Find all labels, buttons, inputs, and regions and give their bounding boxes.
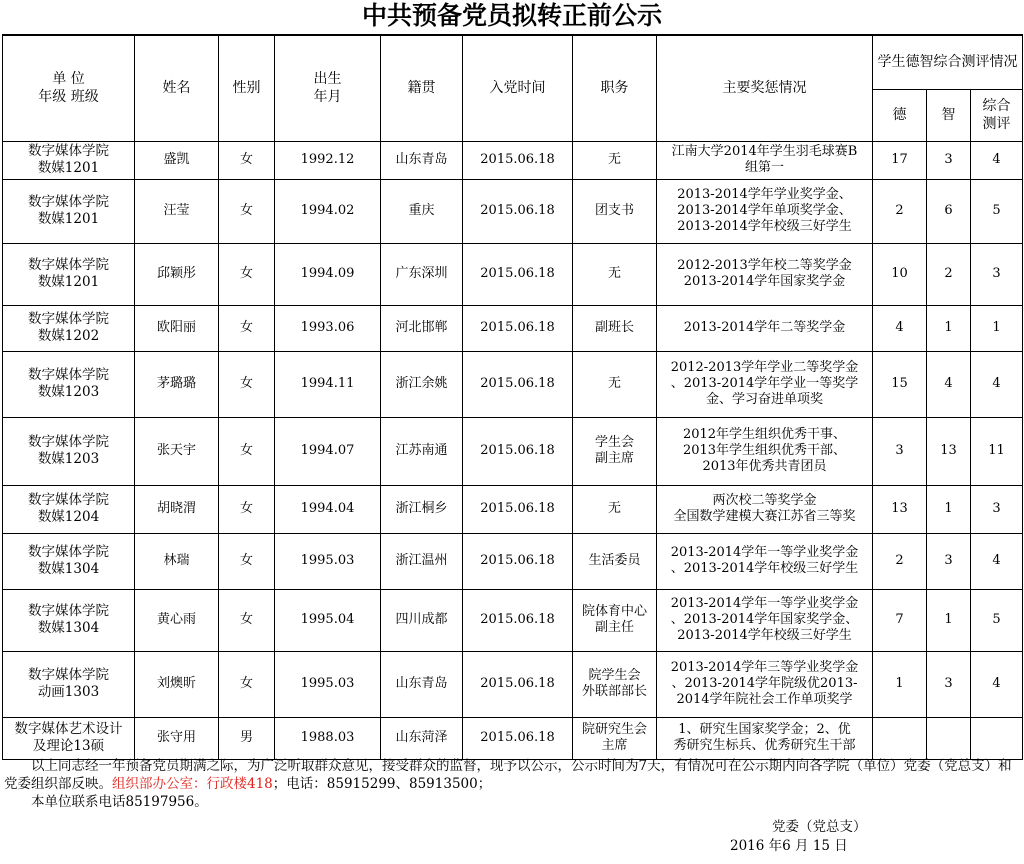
position-line: 无 [607, 501, 621, 516]
cell-join-date: 2015.06.18 [463, 305, 573, 351]
cell-birth: 1994.09 [275, 243, 381, 305]
cell-gender: 男 [219, 717, 275, 759]
cell-eval-de: 4 [873, 305, 927, 351]
header-position: 职务 [573, 35, 657, 141]
award-line: 金、学习奋进单项奖 [705, 392, 823, 407]
cell-awards [657, 179, 873, 243]
unit-college: 数字媒体学院 [28, 492, 109, 508]
cell-name: 汪莹 [135, 179, 219, 243]
position-line: 院学生会 [588, 668, 641, 683]
table-row [3, 305, 1023, 351]
cell-gender: 女 [219, 179, 275, 243]
award-line: 2013-2014学年一等学业奖学金 [670, 545, 859, 560]
cell-position [573, 305, 657, 351]
cell-eval-total [971, 717, 1023, 759]
unit-class: 数媒1201 [37, 211, 100, 227]
header-unit [3, 35, 135, 141]
cell-awards [657, 717, 873, 759]
unit-class: 数媒1203 [37, 451, 100, 467]
table-row [3, 651, 1023, 717]
cell-eval-de: 2 [873, 533, 927, 589]
header-join-date: 入党时间 [463, 35, 573, 141]
cell-eval-zhi: 13 [927, 417, 971, 485]
table-row [3, 485, 1023, 533]
award-line: 2013年学生组织优秀干部、 [682, 443, 847, 458]
cell-unit [3, 417, 135, 485]
table-row [3, 533, 1023, 589]
notice-paragraph [4, 757, 1022, 793]
table-row [3, 179, 1023, 243]
cell-native: 山东青岛 [381, 651, 463, 717]
cell-awards [657, 589, 873, 651]
unit-class: 数媒1304 [37, 561, 100, 577]
header-eval-de: 德 [873, 89, 927, 141]
cell-eval-de: 10 [873, 243, 927, 305]
header-eval-zhi: 智 [927, 89, 971, 141]
cell-position [573, 717, 657, 759]
unit-college: 数字媒体学院 [28, 194, 109, 210]
award-line: 2013-2014学年学业奖学金、 [677, 187, 852, 202]
award-line: 全国数学建模大赛江苏省三等奖 [673, 509, 856, 524]
cell-eval-de: 13 [873, 485, 927, 533]
position-line: 院研究生会 [581, 722, 647, 737]
cell-eval-zhi [927, 717, 971, 759]
cell-eval-zhi: 3 [927, 533, 971, 589]
cell-position [573, 589, 657, 651]
header-birth-line1: 出生 [313, 71, 342, 88]
sign-date: 2016 年6 月 15 日 [730, 838, 848, 854]
cell-unit [3, 243, 135, 305]
cell-birth: 1993.06 [275, 305, 381, 351]
cell-name: 茅璐璐 [135, 351, 219, 417]
cell-unit [3, 533, 135, 589]
cell-gender: 女 [219, 243, 275, 305]
cell-birth: 1988.03 [275, 717, 381, 759]
cell-eval-total: 4 [971, 351, 1023, 417]
header-gender: 性别 [219, 35, 275, 141]
cell-join-date: 2015.06.18 [463, 243, 573, 305]
header-awards: 主要奖惩情况 [657, 35, 873, 141]
cell-eval-total: 4 [971, 141, 1023, 179]
table-row [3, 351, 1023, 417]
position-line: 院体育中心 [581, 604, 647, 619]
cell-birth: 1995.03 [275, 651, 381, 717]
award-line: 、2013-2014学年学业一等奖学 [670, 376, 859, 391]
award-line: 、2013-2014学年国家奖学金、 [670, 612, 859, 627]
cell-eval-zhi: 1 [927, 485, 971, 533]
award-line: 2013年优秀共青团员 [702, 459, 827, 474]
cell-gender: 女 [219, 417, 275, 485]
cell-eval-de: 15 [873, 351, 927, 417]
cell-eval-zhi: 2 [927, 243, 971, 305]
cell-awards [657, 533, 873, 589]
award-line: 2012-2013学年校二等奖学金 [677, 258, 852, 273]
cell-position [573, 351, 657, 417]
cell-eval-zhi: 6 [927, 179, 971, 243]
position-line: 学生会 [594, 435, 634, 450]
cell-awards [657, 243, 873, 305]
cell-gender: 女 [219, 485, 275, 533]
cell-join-date: 2015.06.18 [463, 179, 573, 243]
cell-eval-de [873, 717, 927, 759]
unit-college: 数字媒体学院 [28, 257, 109, 273]
cell-native: 山东菏泽 [381, 717, 463, 759]
header-birth-line2: 年月 [313, 89, 342, 106]
unit-college: 数字媒体学院 [28, 544, 109, 560]
cell-position [573, 141, 657, 179]
cell-join-date: 2015.06.18 [463, 651, 573, 717]
position-line: 副主席 [594, 451, 634, 466]
cell-gender: 女 [219, 351, 275, 417]
page-title: 中共预备党员拟转正前公示 [361, 1, 662, 30]
cell-eval-total: 4 [971, 651, 1023, 717]
cell-gender: 女 [219, 533, 275, 589]
table-row [3, 417, 1023, 485]
cell-name: 刘燠昕 [135, 651, 219, 717]
award-line: 2013-2014学年单项奖学金、 [677, 203, 852, 218]
cell-eval-total: 4 [971, 533, 1023, 589]
cell-gender: 女 [219, 651, 275, 717]
award-line: 2012-2013学年学业二等奖学金 [670, 360, 859, 375]
office-phones: ；电话：85915299、85913500； [272, 776, 492, 792]
position-line: 无 [607, 266, 621, 281]
cell-eval-total: 1 [971, 305, 1023, 351]
cell-native: 浙江桐乡 [381, 485, 463, 533]
cell-native: 广东深圳 [381, 243, 463, 305]
position-line: 外联部部长 [581, 684, 647, 699]
table-row [3, 589, 1023, 651]
table-row [3, 243, 1023, 305]
award-line: 2013-2014学年三等学业奖学金 [670, 660, 859, 675]
award-line: 2013-2014学年二等奖学金 [683, 320, 846, 335]
award-line: 组第一 [744, 160, 784, 175]
header-eval-group [873, 35, 1023, 89]
header-eval-group-text: 学生德智综合测评情况 [877, 54, 1018, 71]
cell-join-date: 2015.06.18 [463, 717, 573, 759]
award-line: 2012年学生组织优秀干事、 [682, 427, 847, 442]
cell-awards [657, 485, 873, 533]
cell-eval-total: 5 [971, 179, 1023, 243]
cell-awards [657, 351, 873, 417]
cell-native: 四川成都 [381, 589, 463, 651]
sign-organization: 党委（党总支） [772, 819, 867, 835]
cell-awards [657, 141, 873, 179]
table-body [3, 141, 1023, 759]
cell-name: 胡晓渭 [135, 485, 219, 533]
cell-join-date: 2015.06.18 [463, 485, 573, 533]
table-row [3, 717, 1023, 759]
position-line: 生活委员 [588, 553, 641, 568]
cell-unit [3, 717, 135, 759]
cell-name: 黄心雨 [135, 589, 219, 651]
cell-unit [3, 651, 135, 717]
cell-eval-total: 5 [971, 589, 1023, 651]
header-unit-line2: 年级 班级 [38, 89, 99, 106]
unit-college: 数字媒体学院 [28, 311, 109, 327]
position-line: 无 [607, 152, 621, 167]
award-line: 2013-2014学年一等学业奖学金 [670, 596, 859, 611]
cell-gender: 女 [219, 141, 275, 179]
position-line: 副主任 [594, 620, 634, 635]
cell-eval-total: 3 [971, 243, 1023, 305]
cell-unit [3, 141, 135, 179]
cell-native: 浙江余姚 [381, 351, 463, 417]
unit-college: 数字媒体学院 [28, 367, 109, 383]
cell-birth: 1994.11 [275, 351, 381, 417]
unit-class: 数媒1204 [37, 509, 100, 525]
cell-native: 浙江温州 [381, 533, 463, 589]
footer-notice [4, 757, 1022, 811]
cell-birth: 1995.04 [275, 589, 381, 651]
cell-eval-zhi: 3 [927, 651, 971, 717]
cell-unit [3, 351, 135, 417]
cell-position [573, 179, 657, 243]
cell-eval-de: 3 [873, 417, 927, 485]
unit-class: 数媒1203 [37, 384, 100, 400]
cell-awards [657, 305, 873, 351]
cell-eval-zhi: 3 [927, 141, 971, 179]
cell-gender: 女 [219, 305, 275, 351]
award-line: 1、研究生国家奖学金；2、优 [678, 722, 851, 737]
cell-unit [3, 589, 135, 651]
award-line: 2014学年院社会工作单项奖学 [676, 692, 853, 707]
header-native: 籍贯 [381, 35, 463, 141]
cell-birth: 1994.02 [275, 179, 381, 243]
cell-name: 张守用 [135, 717, 219, 759]
cell-unit [3, 305, 135, 351]
cell-name: 盛凯 [135, 141, 219, 179]
cell-eval-total: 11 [971, 417, 1023, 485]
position-line: 主席 [601, 738, 628, 753]
cell-birth: 1994.07 [275, 417, 381, 485]
unit-class: 数媒1304 [37, 620, 100, 636]
notice-text: 以上同志经一年预备党员期满之际，为广泛听取群众意见，接受群众的监督，现予以公示，公示时间为7天，有情况可在公示期内向各学院（单位）党委（党总支）和党委组织部反映。 [4, 758, 1012, 792]
office-address: 组织部办公室：行政楼418 [112, 776, 273, 792]
table-row [3, 141, 1023, 179]
award-line: 秀研究生标兵、优秀研究生干部 [673, 738, 856, 753]
cell-position [573, 417, 657, 485]
header-birth [275, 35, 381, 141]
cell-join-date: 2015.06.18 [463, 533, 573, 589]
cell-eval-total: 3 [971, 485, 1023, 533]
position-line: 团支书 [594, 203, 634, 218]
award-line: 2013-2014学年校级三好学生 [677, 628, 852, 643]
cell-eval-zhi: 4 [927, 351, 971, 417]
contact-phone: 本单位联系电话85197956。 [31, 794, 208, 810]
unit-class: 及理论13硕 [32, 738, 105, 754]
cell-unit [3, 485, 135, 533]
cell-birth: 1994.04 [275, 485, 381, 533]
header-unit-line1: 单 位 [52, 71, 85, 88]
unit-college: 数字媒体学院 [28, 434, 109, 450]
cell-birth: 1992.12 [275, 141, 381, 179]
header-name: 姓名 [135, 35, 219, 141]
cell-eval-zhi: 1 [927, 305, 971, 351]
cell-join-date: 2015.06.18 [463, 589, 573, 651]
cell-awards [657, 651, 873, 717]
cell-position [573, 485, 657, 533]
award-line: 2013-2014学年校级三好学生 [677, 219, 852, 234]
unit-college: 数字媒体学院 [28, 143, 109, 159]
cell-native: 重庆 [381, 179, 463, 243]
unit-college: 数字媒体学院 [28, 667, 109, 683]
unit-class: 数媒1201 [37, 160, 100, 176]
position-line: 副班长 [594, 320, 634, 335]
cell-native: 河北邯郸 [381, 305, 463, 351]
cell-position [573, 533, 657, 589]
position-line: 无 [607, 376, 621, 391]
candidates-table [2, 34, 1023, 760]
header-eval-total [971, 89, 1023, 141]
cell-name: 欧阳丽 [135, 305, 219, 351]
cell-eval-de: 1 [873, 651, 927, 717]
award-line: 两次校二等奖学金 [712, 493, 817, 508]
cell-name: 林瑞 [135, 533, 219, 589]
unit-college: 数字媒体学院 [28, 603, 109, 619]
cell-eval-de: 2 [873, 179, 927, 243]
unit-class: 数媒1202 [37, 328, 100, 344]
award-line: 江南大学2014年学生羽毛球赛B [671, 144, 858, 159]
header-eval-total-line2: 测评 [982, 116, 1011, 132]
award-line: 、2013-2014学年校级三好学生 [670, 561, 859, 576]
cell-native: 江苏南通 [381, 417, 463, 485]
cell-native: 山东青岛 [381, 141, 463, 179]
header-eval-total-line1: 综合 [982, 98, 1011, 114]
unit-class: 动画1303 [37, 684, 100, 700]
award-line: 2013-2014学年国家奖学金 [683, 274, 846, 289]
award-line: 、2013-2014学年院级优2013- [671, 676, 858, 691]
cell-position [573, 243, 657, 305]
unit-college: 数字媒体艺术设计 [14, 721, 123, 737]
cell-join-date: 2015.06.18 [463, 141, 573, 179]
cell-gender: 女 [219, 589, 275, 651]
cell-join-date: 2015.06.18 [463, 417, 573, 485]
cell-birth: 1995.03 [275, 533, 381, 589]
cell-unit [3, 179, 135, 243]
cell-awards [657, 417, 873, 485]
cell-eval-zhi: 1 [927, 589, 971, 651]
cell-eval-de: 7 [873, 589, 927, 651]
unit-class: 数媒1201 [37, 274, 100, 290]
cell-position [573, 651, 657, 717]
cell-eval-de: 17 [873, 141, 927, 179]
cell-name: 邱颖彤 [135, 243, 219, 305]
cell-name: 张天宇 [135, 417, 219, 485]
cell-join-date: 2015.06.18 [463, 351, 573, 417]
